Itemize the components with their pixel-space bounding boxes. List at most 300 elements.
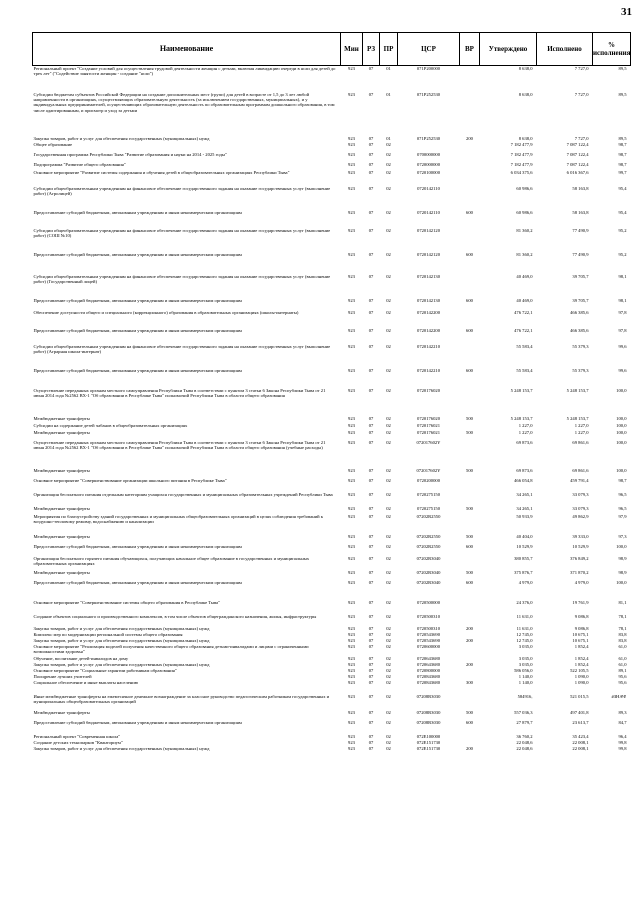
row-percent: 99,8 xyxy=(618,739,627,745)
row-pr: 02 xyxy=(386,161,391,167)
row-approved: 40 469,0 xyxy=(516,273,533,279)
table-row xyxy=(33,644,631,656)
row-pr: 02 xyxy=(386,169,391,175)
row-min: 923 xyxy=(348,631,355,637)
row-pr: 02 xyxy=(386,251,391,257)
row-name: Межбюджетные трансферты xyxy=(33,467,90,473)
row-percent: 97,3 xyxy=(618,533,627,539)
row-vr: 500 xyxy=(466,415,473,421)
table-row xyxy=(33,440,631,468)
row-pr: 02 xyxy=(386,733,391,739)
row-percent: 84,7 xyxy=(618,719,627,725)
row-vr: 600 xyxy=(466,367,473,373)
row-pr: 02 xyxy=(386,141,391,147)
row-min: 923 xyxy=(348,185,355,191)
row-percent: 100,0 xyxy=(616,422,627,428)
row-percent: 81,1 xyxy=(618,599,627,605)
row-vr xyxy=(460,440,480,468)
row-csr: 0720275150 xyxy=(417,505,440,511)
row-percent: 100,0 xyxy=(616,415,627,421)
row-csr: 0720142110 xyxy=(417,185,440,191)
table-row xyxy=(33,514,631,534)
row-executed: 10 675,1 xyxy=(572,631,589,637)
row-approved: 34 265,1 xyxy=(516,491,533,497)
row-pr: 02 xyxy=(386,227,391,233)
row-pr: 02 xyxy=(386,579,391,585)
row-vr: 200 xyxy=(466,745,473,751)
row-pr: 02 xyxy=(386,693,391,699)
table-row xyxy=(33,746,631,752)
row-name: Предоставление субсидий бюджетным, автономным учреждениям и иным некоммерческим организациям xyxy=(33,719,242,725)
row-executed: 7 087 122,4 xyxy=(566,141,589,147)
header-executed: Исполнено xyxy=(537,33,593,66)
row-min: 923 xyxy=(348,66,355,71)
table-row xyxy=(33,92,631,136)
row-pr: 02 xyxy=(386,491,391,497)
row-pr: 02 xyxy=(386,297,391,303)
row-percent: 100,0 xyxy=(616,387,627,393)
row-rz: 07 xyxy=(368,227,374,233)
row-csr: 0720142120 xyxy=(417,227,440,233)
row-rz: 07 xyxy=(368,625,374,631)
row-percent: 99,6 xyxy=(618,367,627,373)
row-rz: 07 xyxy=(368,387,374,393)
table-row xyxy=(33,694,631,710)
row-executed: 55 379,3 xyxy=(572,343,589,349)
row-min: 923 xyxy=(348,599,355,605)
row-approved: 3 035,0 xyxy=(518,661,533,667)
row-approved: 584916, xyxy=(517,693,533,699)
table-row xyxy=(33,344,631,368)
row-name: Закупка товаров, работ и услуг для обеспечения государственных (муниципальных) нужд xyxy=(33,135,210,141)
row-rz: 07 xyxy=(368,631,374,637)
row-name: Межбюджетные трансферты xyxy=(33,505,90,511)
row-percent: 98,7 xyxy=(618,477,627,483)
row-executed: 7 727,0 xyxy=(574,91,589,97)
row-approved: 5 248 153,7 xyxy=(510,415,533,421)
row-executed: 7 087 122,4 xyxy=(566,161,589,167)
row-executed: 69 861,6 xyxy=(572,467,589,473)
table-row xyxy=(33,388,631,416)
row-approved: 40 404,0 xyxy=(516,533,533,539)
row-rz: 07 xyxy=(368,91,374,97)
row-name: Организация бесплатного горячего питания обучающихся, получающих начальное общее образование в государственных и муниципальных образовательных организациях xyxy=(33,555,310,566)
row-name: Мероприятия по благоустройству зданий государственных и муниципальных общеобразовательных организаций в целях соблюдения требований к воздушно-тепловому режиму, водоснабжению и канализации xyxy=(33,513,323,524)
row-executed: 77 490,9 xyxy=(572,227,589,233)
row-percent: 100,0 xyxy=(616,429,627,435)
row-rz: 07 xyxy=(368,297,374,303)
row-min: 923 xyxy=(348,227,355,233)
table-row xyxy=(33,614,631,626)
row-name: Межбюджетные трансферты xyxy=(33,533,90,539)
row-csr: 07208R3030 xyxy=(416,693,441,699)
row-rz: 07 xyxy=(368,209,374,215)
row-csr: 0720176020 xyxy=(417,387,440,393)
row-executed: 521 015,5 xyxy=(570,693,589,699)
row-vr: 600 xyxy=(466,251,473,257)
row-vr: 500 xyxy=(466,467,473,473)
row-vr xyxy=(460,423,480,430)
row-name: Межбюджетные трансферты xyxy=(33,569,90,575)
row-name: Осуществление переданных органам местного самоуправления Республики Тыва в соответствии с пунктом 3 статьи 6 Закона Республики Тыва от 21 июня 2014 года №2562 ВХ-1 "Об образовании в Республике Тыва" полномочий Республики Тыва в области общего образования (учебные расходы) xyxy=(33,439,326,450)
row-vr xyxy=(460,492,480,506)
row-name: Создание объектов социального и производственного комплексов, в том числе объектов общегражданского назначения, жилья, инфраструктуры xyxy=(33,613,317,619)
row-vr xyxy=(460,274,480,298)
row-pr: 02 xyxy=(386,719,391,725)
row-pr: 02 xyxy=(386,513,391,519)
row-name: Обеспечение доступности общего и специального (коррекционного) образования в образовательных организациях (школы-интернаты) xyxy=(33,309,299,315)
row-percent: 95,2 xyxy=(618,227,627,233)
row-executed: 371 870,2 xyxy=(570,569,589,575)
row-executed: 497 401,8 xyxy=(570,709,589,715)
row-csr: 0720142130 xyxy=(417,297,440,303)
row-csr: 0720176020 xyxy=(417,415,440,421)
row-executed: 39 333,0 xyxy=(572,533,589,539)
row-rz: 07 xyxy=(368,719,374,725)
row-min: 923 xyxy=(348,719,355,725)
row-name: Основное мероприятие "Совершенствование организации школьного питания в Республике Тыва" xyxy=(33,477,227,483)
header-percent: % исполнения xyxy=(593,33,631,66)
row-csr: 07202R3040 xyxy=(416,569,441,575)
row-name: Закупка товаров, работ и услуг для обеспечения государственных (муниципальных) нужд xyxy=(33,637,210,643)
row-pr: 02 xyxy=(386,505,391,511)
row-approved: 60 986,6 xyxy=(516,185,533,191)
row-csr: 0720142210 xyxy=(417,343,440,349)
row-pr: 02 xyxy=(386,667,391,673)
row-approved: 4 979,0 xyxy=(518,579,533,585)
row-percent: 100,0 xyxy=(616,467,627,473)
row-percent: 89,5 xyxy=(618,91,627,97)
row-pr: 02 xyxy=(386,273,391,279)
row-csr: 0720600000 xyxy=(417,643,440,649)
row-name: Социальное обеспечение и иные выплаты населению xyxy=(33,679,139,685)
table-row xyxy=(33,492,631,506)
row-percent: 99,6 xyxy=(618,343,627,349)
row-percent: 100,0 xyxy=(616,439,627,445)
row-approved: 8 638,0 xyxy=(518,91,533,97)
row-percent: 95,2 xyxy=(618,251,627,257)
row-name: Предоставление субсидий бюджетным, автономным учреждениям и иным некоммерческим организациям xyxy=(33,579,242,585)
row-min: 923 xyxy=(348,169,355,175)
row-min: 923 xyxy=(348,555,355,561)
row-pr: 02 xyxy=(386,422,391,428)
row-rz: 07 xyxy=(368,661,374,667)
table-row xyxy=(33,600,631,614)
row-pr: 02 xyxy=(386,543,391,549)
row-executed: 39 705,7 xyxy=(572,297,589,303)
table-row xyxy=(33,152,631,162)
header-csr: ЦСР xyxy=(398,33,460,66)
row-percent: 98,7 xyxy=(618,141,627,147)
table-row xyxy=(33,142,631,152)
table-row xyxy=(33,534,631,544)
row-percent: 98,1 xyxy=(618,297,627,303)
row-executed: 35 423,4 xyxy=(572,733,589,739)
row-csr: 072E100000 xyxy=(416,733,441,739)
row-vr xyxy=(460,388,480,416)
row-pr: 02 xyxy=(386,569,391,575)
row-percent: 95,6 xyxy=(618,673,627,679)
row-vr xyxy=(460,644,480,656)
table-row xyxy=(33,580,631,600)
row-min: 923 xyxy=(348,467,355,473)
row-pr: 02 xyxy=(386,415,391,421)
row-rz: 07 xyxy=(368,343,374,349)
row-approved: 11 631,0 xyxy=(516,625,533,631)
row-vr: 200 xyxy=(466,625,473,631)
row-rz: 07 xyxy=(368,579,374,585)
row-percent: 96,5 xyxy=(618,491,627,497)
row-rz: 07 xyxy=(368,655,374,661)
row-rz: 07 xyxy=(368,733,374,739)
row-pr: 02 xyxy=(386,387,391,393)
row-vr: 600 xyxy=(466,209,473,215)
row-executed: 1 227,0 xyxy=(574,429,589,435)
row-csr: 0700000000 xyxy=(417,151,440,157)
row-csr: 07202R2550 xyxy=(416,533,441,539)
row-vr xyxy=(460,310,480,328)
row-csr: 0720176021 xyxy=(417,422,440,428)
table-row xyxy=(33,468,631,478)
row-percent: 61,0 xyxy=(618,643,627,649)
row-name: Основное мероприятие "Развитие системы содержания и обучения детей в общеобразовательных организациях Республики Тыва" xyxy=(33,169,290,175)
row-min: 923 xyxy=(348,415,355,421)
row-approved: 40 469,0 xyxy=(516,297,533,303)
table-row xyxy=(33,680,631,694)
row-name: Поощрение лучших учителей xyxy=(33,673,92,679)
row-rz: 07 xyxy=(368,679,374,685)
row-csr: 0720500310 xyxy=(417,625,440,631)
row-percent: 78,1 xyxy=(618,625,627,631)
row-approved: 6 034 375,6 xyxy=(510,169,533,175)
row-min: 923 xyxy=(348,543,355,549)
row-vr: 600 xyxy=(466,719,473,725)
row-executed: 9 086,8 xyxy=(574,625,589,631)
row-approved: 60 986,6 xyxy=(516,209,533,215)
table-row xyxy=(33,274,631,298)
row-pr: 01 xyxy=(386,66,391,71)
row-min: 923 xyxy=(348,513,355,519)
row-rz: 07 xyxy=(368,543,374,549)
row-min: 923 xyxy=(348,661,355,667)
row-percent: 99,8 xyxy=(618,745,627,751)
row-percent: 98,9 xyxy=(618,569,627,575)
row-rz: 07 xyxy=(368,673,374,679)
row-csr: 0720643680 xyxy=(417,661,440,667)
row-name: Создание детских технопарков "Кванториум" xyxy=(33,739,123,745)
row-min: 923 xyxy=(348,693,355,699)
row-rz: 07 xyxy=(368,667,374,673)
row-approved: 476 722,1 xyxy=(514,309,533,315)
row-name: Общее образование xyxy=(33,141,73,147)
row-csr: 0720500310 xyxy=(417,613,440,619)
row-pr: 02 xyxy=(386,185,391,191)
row-approved: 12 745,0 xyxy=(516,631,533,637)
row-approved: 586 056,0 xyxy=(514,667,533,673)
row-percent: 83,8 xyxy=(618,637,627,643)
row-executed: 466 385,6 xyxy=(570,309,589,315)
row-percent: 97,9 xyxy=(618,513,627,519)
row-pr: 02 xyxy=(386,661,391,667)
table-row xyxy=(33,368,631,388)
row-approved: 8 638,0 xyxy=(518,66,533,71)
row-executed: 55 379,3 xyxy=(572,367,589,373)
row-rz: 07 xyxy=(368,66,374,71)
row-executed: 33 079,3 xyxy=(572,491,589,497)
row-min: 923 xyxy=(348,613,355,619)
row-pr: 02 xyxy=(386,679,391,685)
row-rz: 07 xyxy=(368,251,374,257)
row-min: 923 xyxy=(348,477,355,483)
row-pr: 02 xyxy=(386,655,391,661)
row-percent: 98,9 xyxy=(618,555,627,561)
row-csr: 0720500000 xyxy=(417,599,440,605)
row-csr: 0720100000 xyxy=(417,169,440,175)
table-row xyxy=(33,170,631,186)
row-rz: 07 xyxy=(368,599,374,605)
row-name: Субсидии общеобразовательным учреждениям на финансовое обеспечение государственного задания на оказание государственных услуг (выполнение работ) (СОШ №10) xyxy=(33,227,331,238)
table-row xyxy=(33,328,631,344)
table-row xyxy=(33,66,631,92)
row-name: Субсидии бюджетам субъектов Российской Федерации на создание дополнительных мест (групп) для детей в возрасте от 1,5 до 3 лет любой направленности в организациях, осуществляющих образовательную деятельность (за исключением государственных, муниципальных), и у индивидуальных предпринимателей, осуществляющих образовательную деятельность по образовательным программам дошкольного образования, в том числе адаптированным, и присмотр и уход за детьми xyxy=(33,91,335,113)
row-executed: 6 016 367,6 xyxy=(566,169,589,175)
row-approved: 12 745,0 xyxy=(516,637,533,643)
row-min: 923 xyxy=(348,569,355,575)
row-min: 923 xyxy=(348,367,355,373)
row-csr: 072017602Y xyxy=(416,439,441,445)
row-min: 923 xyxy=(348,739,355,745)
row-min: 923 xyxy=(348,209,355,215)
row-pr: 02 xyxy=(386,631,391,637)
row-min: 923 xyxy=(348,643,355,649)
row-percent: 95,4 xyxy=(618,209,627,215)
row-pr: 02 xyxy=(386,555,391,561)
row-approved: 466 054,8 xyxy=(514,477,533,483)
row-csr: 0720142210 xyxy=(417,367,440,373)
row-min: 923 xyxy=(348,273,355,279)
row-executed: 49 862,9 xyxy=(572,513,589,519)
row-name: Иные межбюджетные трансферты на ежемесячное денежное вознаграждение за классное руководство педагогическим работникам государственных и муниципальных общеобразовательных организаций xyxy=(33,693,330,704)
row-percent: 83,8 xyxy=(618,631,627,637)
row-approved: 81 360,2 xyxy=(516,227,533,233)
row-rz: 07 xyxy=(368,745,374,751)
row-min: 923 xyxy=(348,533,355,539)
row-name: Субсидии общеобразовательным учреждениям на финансовое обеспечение государственного задания на оказание государственных услуг (выполнение работ) (Государственный лицей) xyxy=(33,273,331,284)
row-vr xyxy=(460,478,480,492)
row-pr: 01 xyxy=(386,91,391,97)
row-rz: 07 xyxy=(368,709,374,715)
row-vr: 600 xyxy=(466,327,473,333)
table-row xyxy=(33,423,631,430)
row-executed: 376 849,2 xyxy=(570,555,589,561)
row-rz: 07 xyxy=(368,422,374,428)
row-rz: 07 xyxy=(368,327,374,333)
row-pr: 02 xyxy=(386,467,391,473)
row-approved: 557 036,3 xyxy=(514,709,533,715)
row-name: Закупка товаров, работ и услуг для обеспечения государственных (муниципальных) нужд xyxy=(33,661,210,667)
row-executed: 39 705,7 xyxy=(572,273,589,279)
row-executed: 10 675,1 xyxy=(572,637,589,643)
row-vr: 200 xyxy=(466,661,473,667)
row-min: 923 xyxy=(348,251,355,257)
row-name: Предоставление субсидий бюджетным, автономным учреждениям и иным некоммерческим организациям xyxy=(33,543,242,549)
row-approved: 375 876,7 xyxy=(514,569,533,575)
row-name: Предоставление субсидий бюджетным, автономным учреждениям и иным некоммерческим организациям xyxy=(33,251,242,257)
row-vr: 200 xyxy=(466,135,473,141)
table-row xyxy=(33,544,631,556)
row-min: 923 xyxy=(348,343,355,349)
row-executed: 459 791,4 xyxy=(570,477,589,483)
row-executed: 1 227,0 xyxy=(574,422,589,428)
row-executed: 466 385,6 xyxy=(570,327,589,333)
row-csr: 07202R2550 xyxy=(416,543,441,549)
row-pr: 01 xyxy=(386,135,391,141)
row-min: 923 xyxy=(348,161,355,167)
row-percent: 89,3 xyxy=(618,709,627,715)
table-row xyxy=(33,720,631,734)
row-rz: 07 xyxy=(368,491,374,497)
row-rz: 07 xyxy=(368,273,374,279)
row-percent: 78,1 xyxy=(618,613,627,619)
row-min: 923 xyxy=(348,673,355,679)
row-csr: 0720643680 xyxy=(417,655,440,661)
row-min: 923 xyxy=(348,745,355,751)
row-vr: 500 xyxy=(466,709,473,715)
row-approved: 55 583,4 xyxy=(516,343,533,349)
row-percent: 100,0 xyxy=(616,579,627,585)
table-row xyxy=(33,556,631,570)
row-approved: 11 631,0 xyxy=(516,613,533,619)
header-pr: ПР xyxy=(380,33,398,66)
row-executed: 69 861,6 xyxy=(572,439,589,445)
row-rz: 07 xyxy=(368,533,374,539)
row-min: 923 xyxy=(348,491,355,497)
table-row xyxy=(33,186,631,210)
row-csr xyxy=(398,142,460,152)
table-row xyxy=(33,228,631,252)
row-csr: 072E151730 xyxy=(416,739,441,745)
row-approved: 22 048,6 xyxy=(516,745,533,751)
table-row xyxy=(33,252,631,274)
row-csr: 07202R3040 xyxy=(416,579,441,585)
row-csr: 0720142200 xyxy=(417,309,440,315)
row-executed: 58 163,8 xyxy=(572,209,589,215)
row-percent: 89,5 xyxy=(618,66,627,71)
row-approved: 1 140,0 xyxy=(518,679,533,685)
row-vr: 300 xyxy=(466,679,473,685)
row-executed: 19 761,9 xyxy=(572,599,589,605)
row-executed: 77 490,9 xyxy=(572,251,589,257)
header-vr: ВР xyxy=(460,33,480,66)
row-percent: 98,7 xyxy=(618,161,627,167)
row-csr: 0720843680 xyxy=(417,673,440,679)
row-vr: 500 xyxy=(466,505,473,511)
row-pr: 02 xyxy=(386,429,391,435)
row-csr: 0720275150 xyxy=(417,491,440,497)
row-executed: 10 529,9 xyxy=(572,543,589,549)
row-rz: 07 xyxy=(368,415,374,421)
row-pr: 02 xyxy=(386,439,391,445)
row-csr: 0720000000 xyxy=(417,161,440,167)
row-percent: 89,5 xyxy=(618,135,627,141)
row-csr: 0720142110 xyxy=(417,209,440,215)
row-csr: 07208R3030 xyxy=(416,719,441,725)
row-name: Основное мероприятие "Реализация моделей получения качественного общего образования детьми-инвалидами и лицами с ограниченными возможностями здоровья" xyxy=(33,643,309,654)
row-min: 923 xyxy=(348,709,355,715)
row-pr: 02 xyxy=(386,599,391,605)
row-rz: 07 xyxy=(368,185,374,191)
row-rz: 07 xyxy=(368,555,374,561)
